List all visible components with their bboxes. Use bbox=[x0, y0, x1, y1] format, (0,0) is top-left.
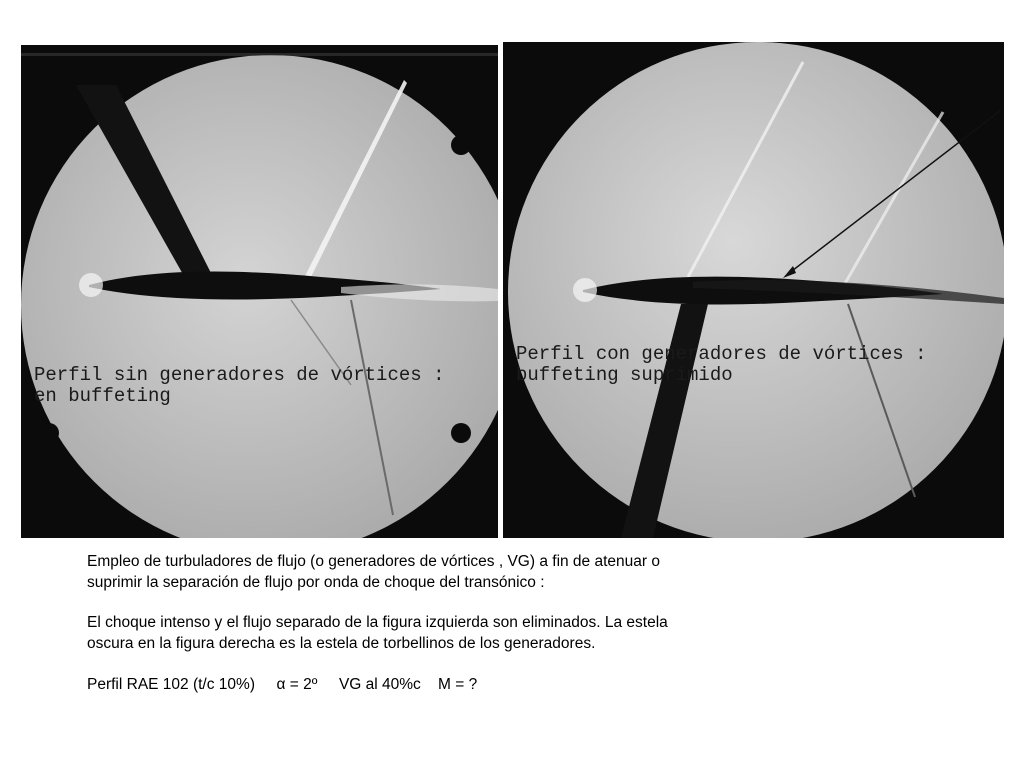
left-caption-line2: en buffeting bbox=[34, 385, 171, 407]
para1-line1: Empleo de turbuladores de flujo (o generadores de vórtices , VG) a fin de atenuar o bbox=[87, 553, 660, 570]
schlieren-image-left bbox=[21, 45, 498, 538]
right-photo-caption bbox=[516, 344, 926, 386]
schlieren-image-right bbox=[503, 42, 1004, 538]
right-caption-line1: Perfil con generadores de vórtices : bbox=[516, 343, 927, 365]
schlieren-photo-right bbox=[503, 42, 1004, 538]
left-caption-line1: Perfil sin generadores de vórtices : bbox=[34, 364, 445, 386]
para2-line1: El choque intenso y el flujo separado de la figura izquierda son eliminados. La estela bbox=[87, 614, 668, 631]
right-caption-line2: buffeting suprimido bbox=[516, 364, 733, 386]
left-photo-caption bbox=[34, 365, 444, 407]
schlieren-photo-left bbox=[21, 45, 498, 538]
test-parameters: Perfil RAE 102 (t/c 10%) α = 2º VG al 40%c M = ? bbox=[87, 676, 478, 693]
para2-line2: oscura en la figura derecha es la estela de torbellinos de los generadores. bbox=[87, 635, 596, 652]
para1-line2: suprimir la separación de flujo por onda de choque del transónico : bbox=[87, 574, 545, 591]
description-paragraph-2 bbox=[87, 612, 747, 654]
description-paragraph-1 bbox=[87, 551, 747, 593]
